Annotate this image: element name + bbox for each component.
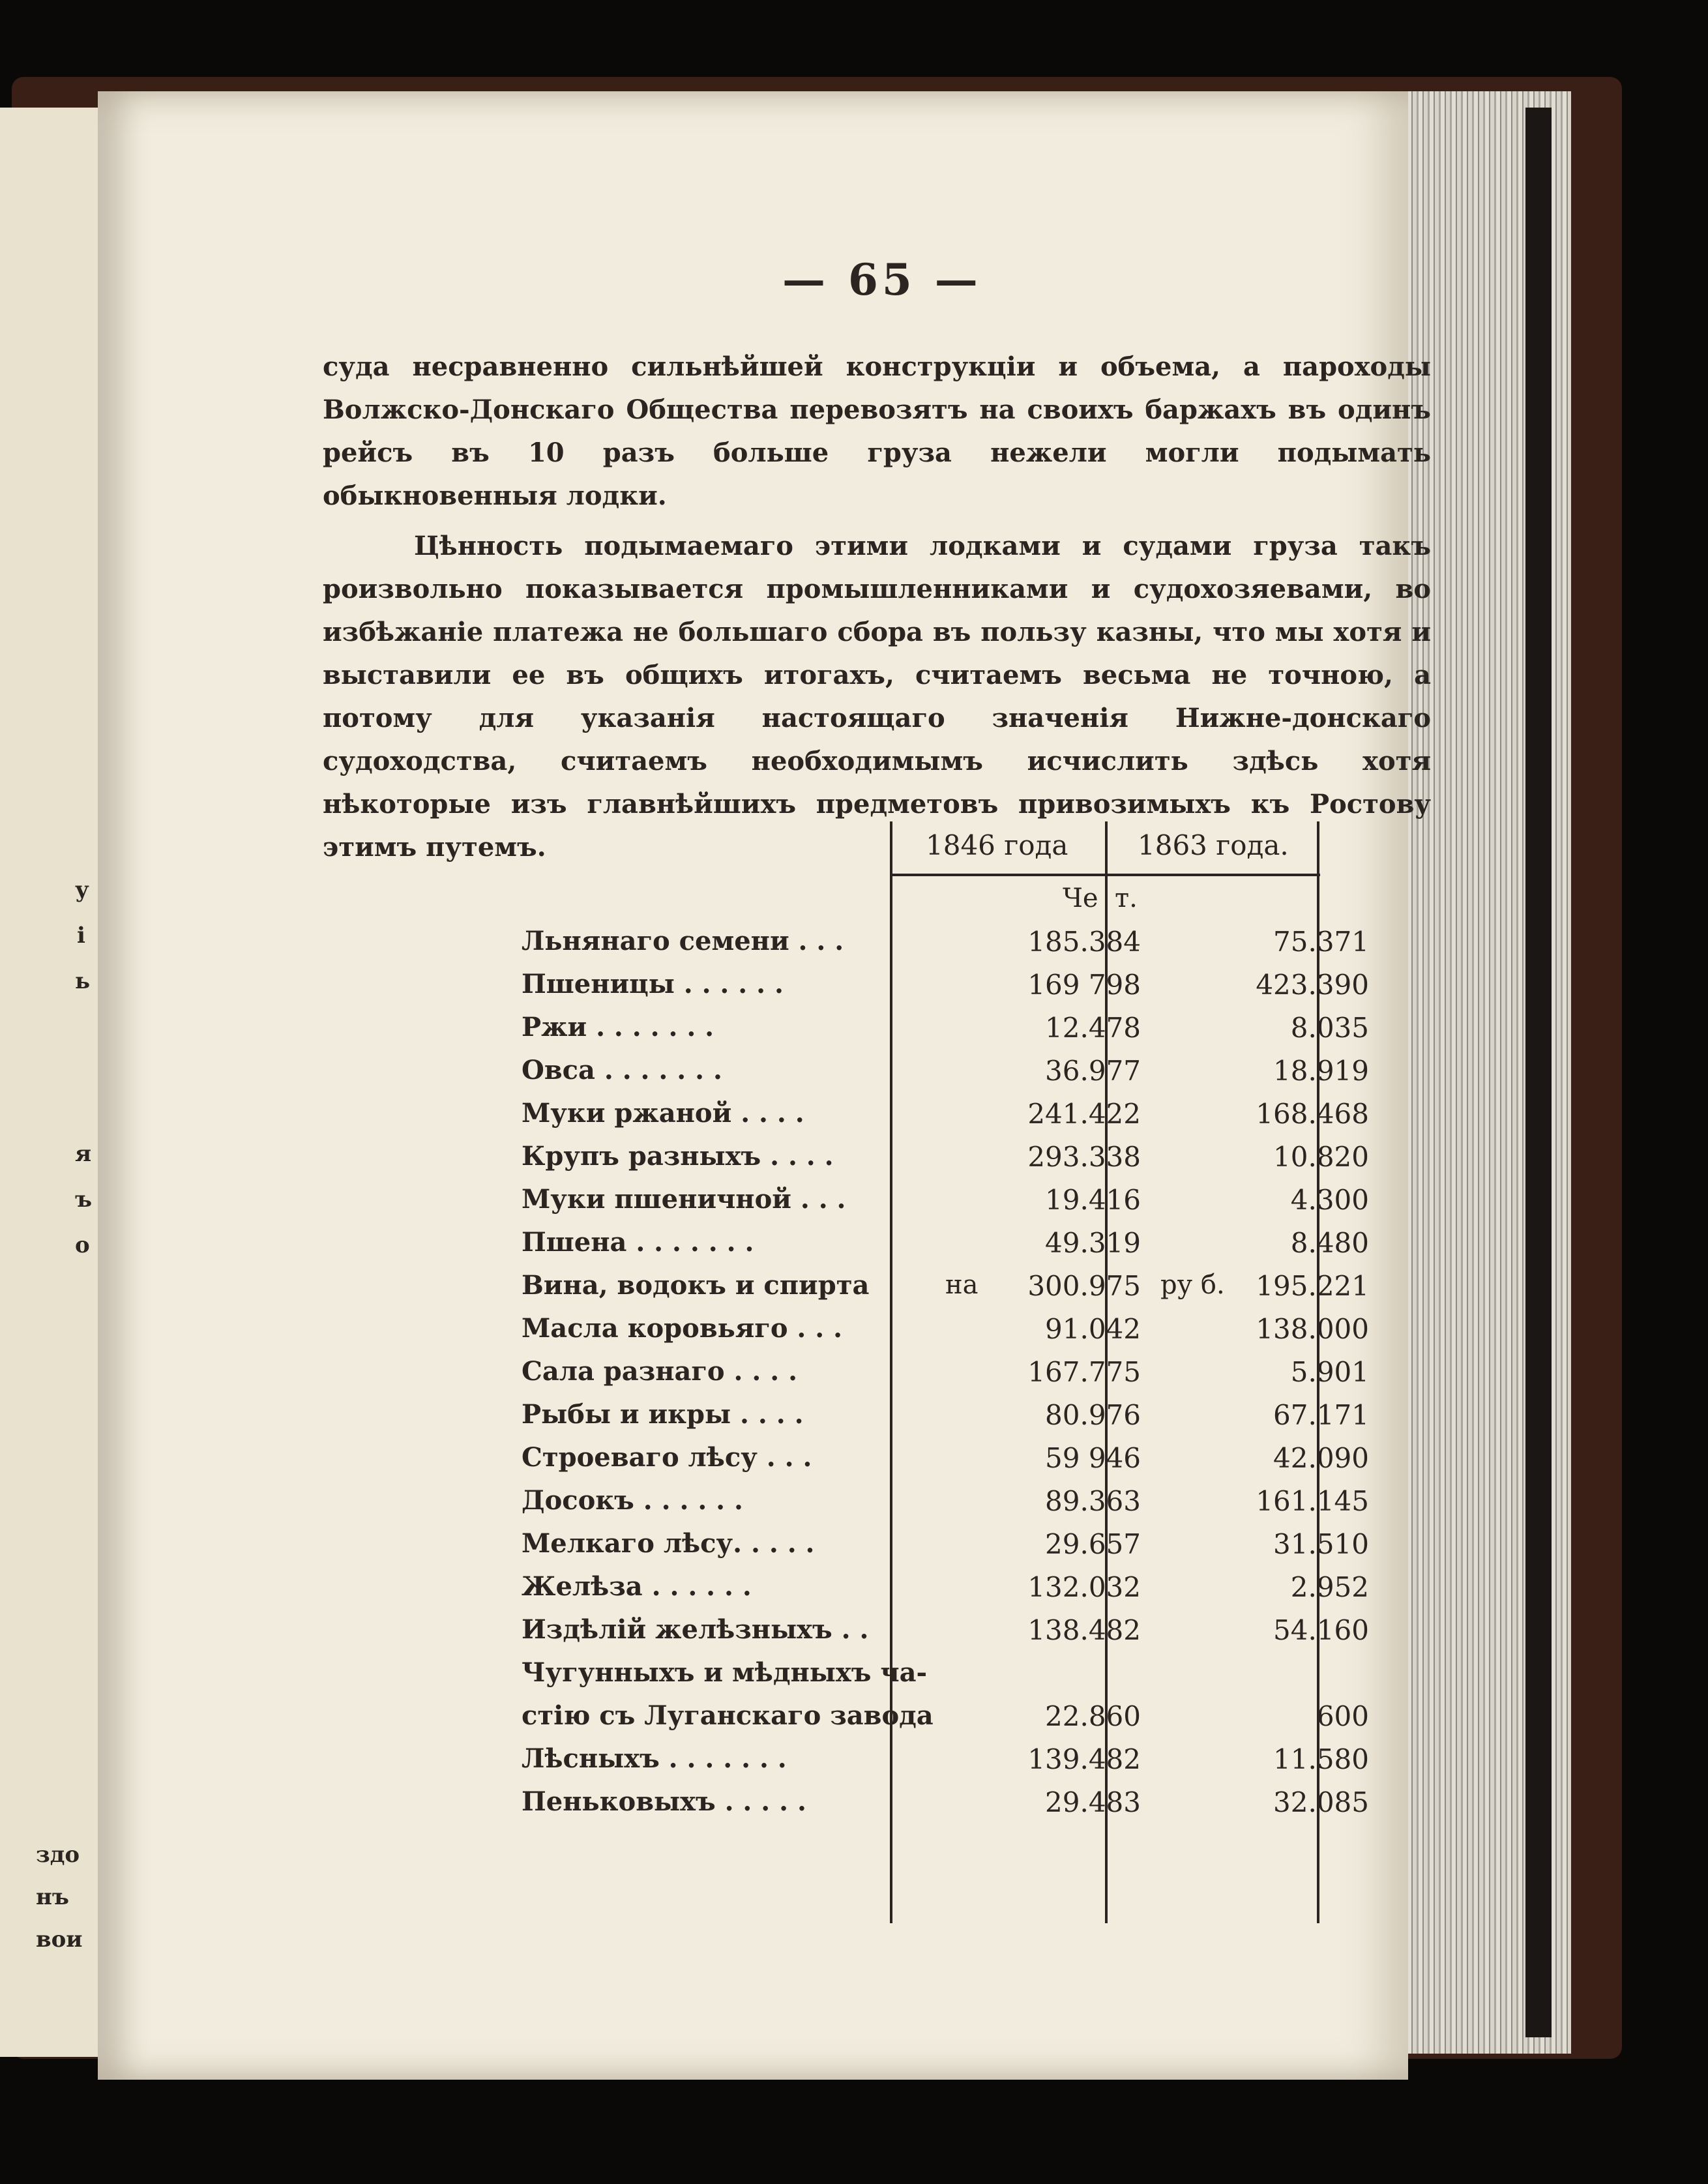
value-1863: 42.090 xyxy=(1273,1442,1369,1474)
row-label: Пшена . . . . . . . xyxy=(522,1227,754,1258)
paragraph: суда несравненно сильнѣйшей конструкціи и объема, а пароходы Волжско-Донскаго Общества перевозятъ на своихъ баржахъ въ одинъ рейсъ въ 10 разъ больше груза нежели могли подымать обыкновенныя лодки. xyxy=(323,351,1431,511)
value-1863: 423.390 xyxy=(1256,969,1369,1001)
row-label: Строеваго лѣсу . . . xyxy=(522,1442,812,1473)
left-page-fragment: ь xyxy=(75,968,91,994)
unit-label: Че xyxy=(1063,883,1098,913)
row-label: Масла коровьяго . . . xyxy=(522,1313,843,1344)
value-1863: 4.300 xyxy=(1290,1184,1369,1216)
row-label: Досокъ . . . . . . xyxy=(522,1485,743,1516)
value-1863: 2.952 xyxy=(1290,1571,1369,1603)
row-label: Мелкаго лѣсу. . . . . xyxy=(522,1528,815,1559)
table-row xyxy=(98,1098,1408,1141)
left-page-fragment: вои xyxy=(36,1926,83,1953)
value-1863: 5.901 xyxy=(1290,1356,1369,1388)
table-row xyxy=(98,1270,1408,1313)
value-1863: 138.000 xyxy=(1256,1313,1369,1345)
value-1846: 91.042 xyxy=(1045,1313,1141,1345)
left-page-fragment: я xyxy=(75,1141,92,1167)
row-label: Рыбы и икры . . . . xyxy=(522,1399,804,1430)
table-row xyxy=(98,1184,1408,1227)
table-row xyxy=(98,1528,1408,1571)
row-label: Издѣлій желѣзныхъ . . xyxy=(522,1614,869,1645)
column-header-1863: 1863 года. xyxy=(1138,829,1289,861)
table-row xyxy=(98,1657,1408,1700)
table-row xyxy=(98,1743,1408,1786)
value-1863: 8.035 xyxy=(1290,1012,1369,1044)
value-1846: 29.483 xyxy=(1045,1786,1141,1818)
value-1846: 300.975 xyxy=(1027,1270,1141,1302)
row-label: Чугунныхъ и мѣдныхъ ча- xyxy=(522,1657,928,1688)
row-label: Вина, водокъ и спирта xyxy=(522,1270,870,1301)
value-1846: 22.860 xyxy=(1045,1700,1141,1732)
table-row xyxy=(98,1313,1408,1356)
row-label: Пшеницы . . . . . . xyxy=(522,969,784,999)
table-row xyxy=(98,1786,1408,1829)
value-1863: 31.510 xyxy=(1273,1528,1369,1560)
row-label: Сала разнаго . . . . xyxy=(522,1356,798,1387)
row-note: ру б. xyxy=(1160,1270,1225,1300)
value-1863: 195.221 xyxy=(1256,1270,1369,1302)
row-note: на xyxy=(945,1270,979,1300)
row-label: Ржи . . . . . . . xyxy=(522,1012,714,1042)
left-page-fragment: і xyxy=(77,922,85,949)
table-row xyxy=(98,1442,1408,1485)
value-1846: 19.416 xyxy=(1045,1184,1141,1216)
table-row xyxy=(98,1614,1408,1657)
paragraph: Цѣнность подымаемаго этими лодками и судами груза такъ роизвольно показывается промышленниками и судохозяевами, во избѣжаніе платежа не большаго сбора въ пользу казны, что мы хотя и выставили ее въ общихъ итогахъ, считаемъ весьма не точною, а потому для указанія настоящаго значенія Нижне-донскаго судоходства, считаемъ необходимымъ исчислить здѣсь хотя нѣкоторые изъ главнѣйшихъ предметовъ привозимыхъ къ Ростову этимъ путемъ. xyxy=(323,531,1431,863)
value-1863: 54.160 xyxy=(1273,1614,1369,1646)
table-row xyxy=(98,969,1408,1012)
left-page-fragment: у xyxy=(75,877,89,903)
table-row xyxy=(98,1055,1408,1098)
value-1863: 32.085 xyxy=(1273,1786,1369,1818)
table-header-rule xyxy=(890,874,1320,876)
value-1863: 10.820 xyxy=(1273,1141,1369,1173)
row-label: Крупъ разныхъ . . . . xyxy=(522,1141,834,1172)
right-page xyxy=(98,91,1431,2080)
row-label: Овса . . . . . . . xyxy=(522,1055,722,1085)
left-page-fragment: здо xyxy=(36,1842,80,1868)
value-1846: 59 946 xyxy=(1045,1442,1141,1474)
table-row xyxy=(98,1571,1408,1614)
left-page xyxy=(0,108,104,2057)
value-1863: 11.580 xyxy=(1273,1743,1369,1775)
value-1863: 75.371 xyxy=(1273,926,1369,958)
value-1846: 169 798 xyxy=(1027,969,1141,1001)
table-row xyxy=(98,926,1408,969)
value-1846: 49.319 xyxy=(1045,1227,1141,1259)
row-label: Желѣза . . . . . . xyxy=(522,1571,752,1602)
row-label: Муки ржаной . . . . xyxy=(522,1098,804,1129)
value-1863: 18.919 xyxy=(1273,1055,1369,1087)
column-header-1846: 1846 года xyxy=(926,829,1068,861)
value-1846: 138.482 xyxy=(1027,1614,1141,1646)
value-1863: 600 xyxy=(1316,1700,1369,1732)
row-label: Пеньковыхъ . . . . . xyxy=(522,1786,806,1817)
row-label: стію съ Луганскаго завода xyxy=(522,1700,934,1731)
value-1863: 161.145 xyxy=(1256,1485,1369,1517)
left-page-fragment: ъ xyxy=(75,1187,93,1213)
value-1846: 293.338 xyxy=(1027,1141,1141,1173)
table-row xyxy=(98,1700,1408,1743)
table-row xyxy=(98,1227,1408,1270)
value-1846: 167.775 xyxy=(1027,1356,1141,1388)
value-1846: 29.657 xyxy=(1045,1528,1141,1560)
table-row xyxy=(98,1485,1408,1528)
row-label: Льнянаго семени . . . xyxy=(522,926,844,956)
left-page-fragment: о xyxy=(75,1232,90,1258)
value-1846: 36.977 xyxy=(1045,1055,1141,1087)
value-1846: 12.478 xyxy=(1045,1012,1141,1044)
value-1846: 185.384 xyxy=(1027,926,1141,958)
table-row xyxy=(98,1356,1408,1399)
value-1846: 241.422 xyxy=(1027,1098,1141,1130)
table-row xyxy=(98,1399,1408,1442)
row-label: Муки пшеничной . . . xyxy=(522,1184,846,1215)
left-page-fragment: нъ xyxy=(36,1884,69,1910)
table-row xyxy=(98,1012,1408,1055)
value-1846: 80.976 xyxy=(1045,1399,1141,1431)
unit-label: т. xyxy=(1115,883,1138,913)
value-1846: 132.032 xyxy=(1027,1571,1141,1603)
table-row xyxy=(98,1141,1408,1184)
value-1863: 67.171 xyxy=(1273,1399,1369,1431)
value-1846: 139.482 xyxy=(1027,1743,1141,1775)
value-1863: 168.468 xyxy=(1256,1098,1369,1130)
value-1863: 8.480 xyxy=(1290,1227,1369,1259)
page-number: — 65 — xyxy=(782,254,982,305)
value-1846: 89.363 xyxy=(1045,1485,1141,1517)
row-label: Лѣсныхъ . . . . . . . xyxy=(522,1743,787,1774)
book-spine xyxy=(1525,108,1552,2037)
